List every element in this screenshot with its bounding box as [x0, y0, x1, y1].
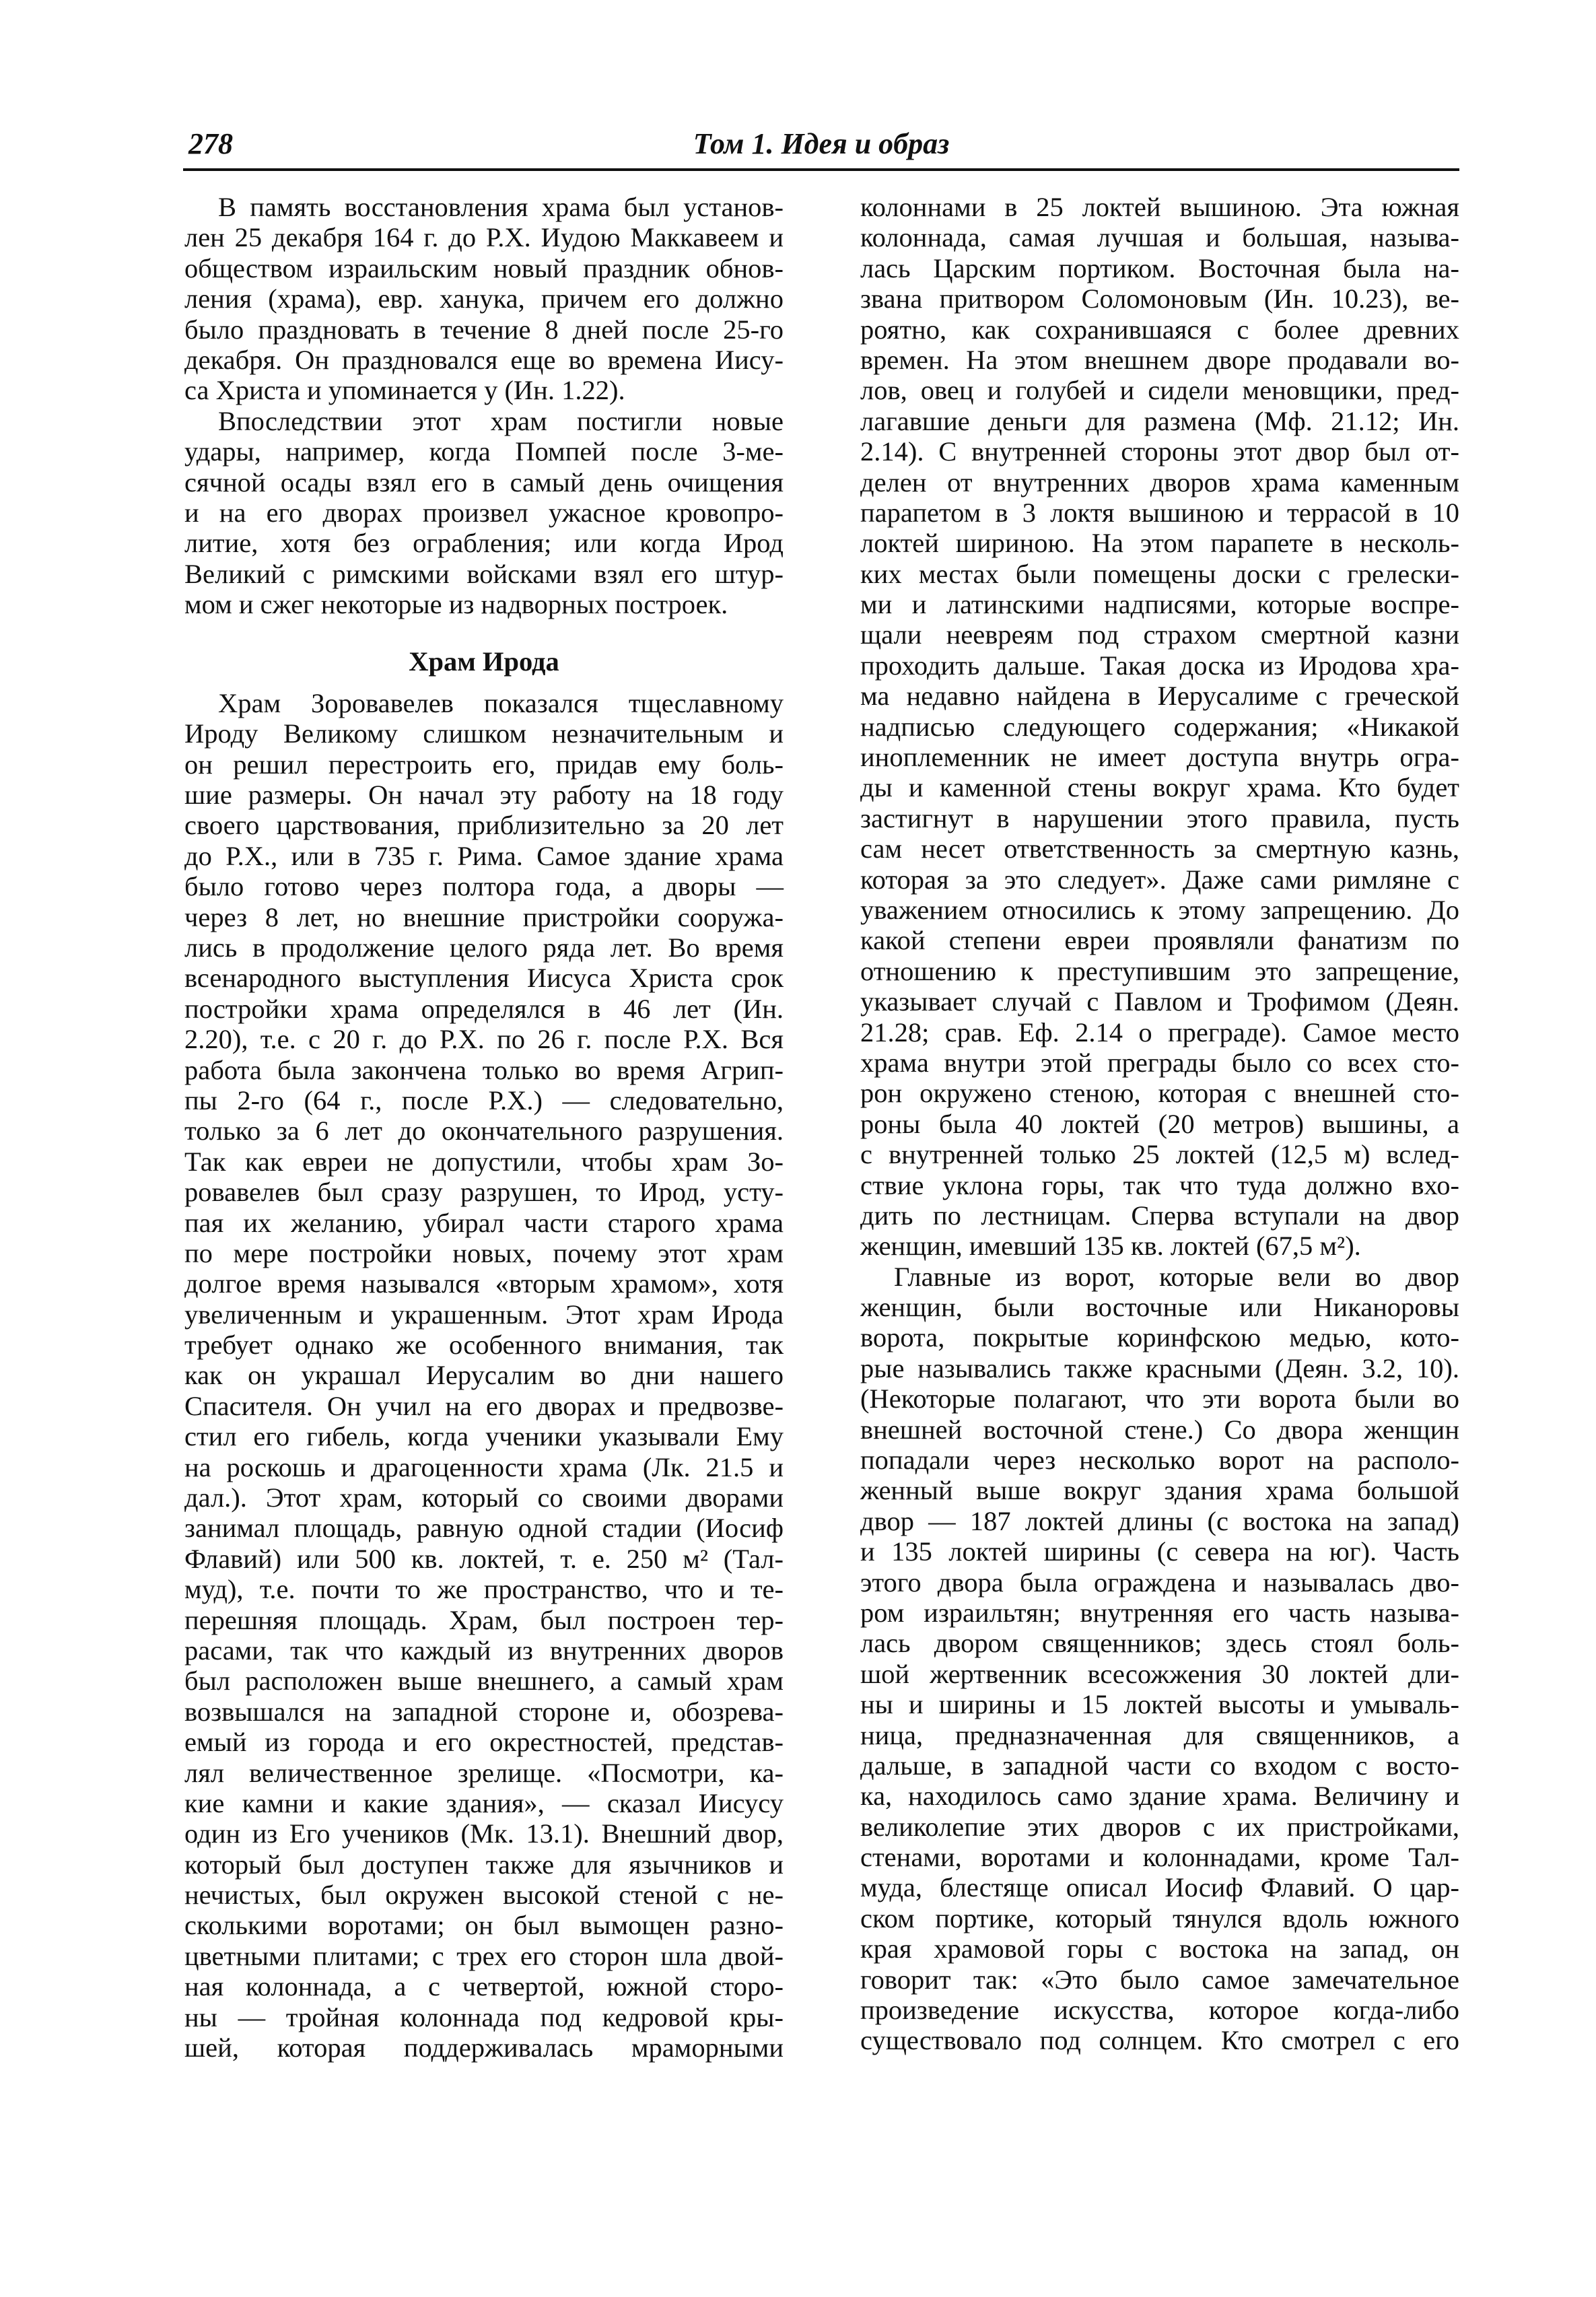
running-title: Том 1. Идея и образ [693, 127, 950, 160]
text-line: роны была 40 локтей (20 метров) вышины, а [860, 1108, 1459, 1139]
text-line: 2.20), т.е. с 20 г. до Р.Х. по 26 г. после Р.Х. Вся [184, 1024, 784, 1055]
text-line: лась двором священников; здесь стоял боль- [860, 1628, 1459, 1659]
text-line: расами, так что каждый из внутренних дворов [184, 1635, 784, 1666]
text-line: Флавий) или 500 кв. локтей, т. е. 250 м² (Тал- [184, 1543, 784, 1574]
text-line: парапетом в 3 локтя вышиною и террасой в 10 [860, 497, 1459, 528]
text-line: который был доступен также для язычников и [184, 1849, 784, 1880]
text-line: колоннада, самая лучшая и большая, называ- [860, 222, 1459, 253]
text-line: женщин, имевший 135 кв. локтей (67,5 м²). [860, 1231, 1361, 1262]
text-line: ском портике, который тянулся вдоль южного [860, 1902, 1459, 1933]
text-line: стенами, воротами и колоннадами, кроме Тал- [860, 1842, 1459, 1873]
text-line: ная колоннада, а с четвертой, южной сторо- [184, 1971, 784, 2002]
text-line: локтей шириною. На этом парапете в несколь- [860, 528, 1459, 559]
text-line: перешняя площадь. Храм, был построен тер- [184, 1604, 784, 1635]
text-line: стил его гибель, когда ученики указывали Ему [184, 1421, 784, 1452]
text-line: внешней восточной стене.) Со двора женщин [860, 1414, 1459, 1445]
text-line: муда, блестяще описал Иосиф Флавий. О цар- [860, 1872, 1459, 1903]
text-line: мом и сжег некоторые из надворных построек. [184, 589, 728, 620]
text-line: Главные из ворот, которые вели во двор [894, 1261, 1459, 1292]
text-line: дить по лестницам. Сперва вступали на двор [860, 1200, 1459, 1231]
text-line: щали неевреям под страхом смертной казни [860, 619, 1459, 650]
text-line: увеличенным и украшенным. Этот храм Ирода [184, 1299, 784, 1330]
text-line: которая за это следует». Даже сами римляне с [860, 864, 1459, 895]
text-line: обществом израильским новый праздник обнов- [184, 252, 784, 283]
text-line: он решил перестроить его, придав ему боль- [184, 749, 784, 780]
text-line: рые назывались также красными (Деян. 3.2, 10). [860, 1352, 1459, 1383]
text-line: через 8 лет, но внешние пристройки сооружа- [184, 901, 784, 932]
text-line: существовало под солнцем. Кто смотрел с его [860, 2025, 1459, 2056]
text-line: женный выше вокруг здания храма большой [860, 1475, 1459, 1506]
text-line: и на его дворах произвел ужасное кровопро- [184, 497, 784, 528]
text-line: иноплеменник не имеет доступа внутрь огра- [860, 742, 1459, 773]
text-line: как он украшал Иерусалим во дни нашего [184, 1360, 784, 1391]
text-line: (Некоторые полагают, что эти ворота были во [860, 1383, 1459, 1414]
text-line: ны — тройная колоннада под кедровой кры- [184, 2001, 784, 2032]
text-line: лись в продолжение целого ряда лет. Во время [184, 932, 784, 963]
text-line: сколькими воротами; он был вымощен разно- [184, 1910, 784, 1941]
text-line: ды и каменной стены вокруг храма. Кто будет [860, 772, 1459, 803]
text-line: ром израильтян; внутренняя его часть называ- [860, 1597, 1459, 1628]
text-line: всенародного выступления Иисуса Христа срок [184, 963, 784, 994]
text-line: возвышался на западной стороне и, обозрева- [184, 1696, 784, 1727]
text-line: долгое время назывался «вторым храмом», хотя [184, 1268, 784, 1299]
text-line: роятно, как сохранившаяся с более древних [860, 314, 1459, 345]
text-line: работа была закончена только во время Агрип- [184, 1054, 784, 1085]
text-line: 21.28; срав. Еф. 2.14 о преграде). Самое место [860, 1017, 1459, 1048]
paragraph [860, 1262, 1459, 2056]
text-line: этого двора была ограждена и называлась дво- [860, 1567, 1459, 1598]
text-line: произведение искусства, которое когда-либо [860, 1995, 1459, 2026]
text-line: какой степени евреи проявляли фанатизм по [860, 925, 1459, 956]
text-line: Спасителя. Он учил на его дворах и предвозве- [184, 1390, 784, 1421]
text-line: времен. На этом внешнем дворе продавали во- [860, 344, 1459, 375]
text-line: один из Его учеников (Мк. 13.1). Внешний двор, [184, 1818, 784, 1849]
text-line: ница, предназначенная для священников, а [860, 1719, 1459, 1750]
text-line: по мере постройки новых, почему этот храм [184, 1237, 784, 1268]
page-number: 278 [188, 127, 233, 160]
text-line: ления (храма), евр. ханука, причем его должно [184, 283, 784, 314]
text-line: са Христа и упоминается у (Ин. 1.22). [184, 375, 625, 406]
text-line: храма внутри этой преграды было со всех сто- [860, 1047, 1459, 1078]
text-line: указывает случай с Павлом и Трофимом (Деян. [860, 986, 1459, 1017]
text-line: В память восстановления храма был установ- [218, 192, 784, 222]
text-line: делен от внутренних дворов храма каменным [860, 467, 1459, 498]
text-line: попадали через несколько ворот на располо- [860, 1445, 1459, 1476]
text-line: ми и латинскими надписями, которые воспре- [860, 589, 1459, 620]
text-line: Храм Зоровавелев показался тщеславному [218, 687, 784, 718]
text-line: застигнут в нарушении этого правила, пусть [860, 802, 1459, 833]
text-line: Так как евреи не допустили, чтобы храм Зо- [184, 1146, 784, 1177]
text-line: женщин, были восточные или Никаноровы [860, 1292, 1459, 1323]
text-line: и 135 локтей ширины (с севера на юг). Часть [860, 1536, 1459, 1567]
text-line: нечистых, был окружен высокой стеной с не- [184, 1880, 784, 1911]
page-header [183, 127, 1459, 168]
text-line: ма недавно найдена в Иерусалиме с греческой [860, 681, 1459, 712]
text-line: лял величественное зрелище. «Посмотри, ка- [184, 1757, 784, 1788]
text-line: пая их желанию, убирал части старого храма [184, 1207, 784, 1238]
text-line: шей, которая поддерживалась мраморными [184, 2032, 784, 2063]
text-line: звана притвором Соломоновым (Ин. 10.23), ве- [860, 283, 1459, 314]
paragraph [860, 192, 1459, 1262]
text-line: рон окружено стеною, которая с внешней сто- [860, 1078, 1459, 1109]
text-line: надписью следующего содержания; «Никакой [860, 711, 1459, 742]
text-line: проходить дальше. Такая доска из Иродова хра- [860, 650, 1459, 681]
text-line: пы 2-го (64 г., после Р.Х.) — следовательно, [184, 1085, 784, 1116]
text-line: лась Царским портиком. Восточная была на- [860, 252, 1459, 283]
text-line: двор — 187 локтей длины (с востока на запад) [860, 1505, 1459, 1536]
text-line: литие, хотя без ограбления; или когда Ирод [184, 528, 784, 559]
text-line: колоннами в 25 локтей вышиною. Эта южная [860, 192, 1459, 222]
paragraph [184, 192, 784, 406]
text-line: было готово через полтора года, а дворы — [184, 871, 784, 902]
text-line: кие камни и какие здания», — сказал Иисусу [184, 1787, 784, 1818]
text-line: говорит так: «Это было самое замечательное [860, 1964, 1459, 1995]
right-column [860, 192, 1459, 2056]
text-line: на роскошь и драгоценности храма (Лк. 21.5 и [184, 1451, 784, 1482]
text-line: Впоследствии этот храм постигли новые [218, 405, 784, 436]
text-line: цветными плитами; с трех его сторон шла двой- [184, 1940, 784, 1971]
text-line: Ироду Великому слишком незначительным и [184, 718, 784, 749]
text-line: емый из города и его окрестностей, представ- [184, 1727, 784, 1758]
text-line: был расположен выше внешнего, а самый храм [184, 1666, 784, 1696]
text-line: ны и ширины и 15 локтей высоты и умываль- [860, 1689, 1459, 1720]
text-line: требует однако же особенного внимания, так [184, 1330, 784, 1361]
text-line: до Р.Х., или в 735 г. Рима. Самое здание храма [184, 840, 784, 871]
text-line: с внутренней только 25 локтей (12,5 м) вслед- [860, 1139, 1459, 1170]
text-line: своего царствования, приблизительно за 20 лет [184, 810, 784, 841]
text-line: Великий с римскими войсками взял его штур- [184, 558, 784, 589]
text-line: ворота, покрытые коринфскою медью, кото- [860, 1322, 1459, 1353]
text-line: ровавелев был сразу разрушен, то Ирод, усту- [184, 1177, 784, 1208]
text-line: дал.). Этот храм, который со своими дворами [184, 1482, 784, 1513]
text-line: шой жертвенник всесожжения 30 локтей дли- [860, 1658, 1459, 1689]
text-line: лов, овец и голубей и сидели меновщики, пред- [860, 375, 1459, 406]
text-line: удары, например, когда Помпей после 3-ме- [184, 436, 784, 467]
text-line: великолепие этих дворов с их пристройками, [860, 1811, 1459, 1842]
paragraph [184, 688, 784, 2063]
text-line: сячной осады взял его в самый день очищения [184, 467, 784, 498]
text-line: сам несет ответственность за смертную казнь, [860, 833, 1459, 864]
left-column [184, 192, 784, 2063]
text-line: лен 25 декабря 164 г. до Р.Х. Иудою Маккавеем и [184, 222, 784, 253]
text-line: лагавшие деньги для размена (Мф. 21.12; Ин. [860, 405, 1459, 436]
text-line: было праздновать в течение 8 дней после 25-го [184, 314, 784, 345]
text-line: дальше, в западной части со входом с восто- [860, 1750, 1459, 1781]
paragraph [184, 406, 784, 620]
text-line: постройки храма определялся в 46 лет (Ин. [184, 993, 784, 1024]
text-line: отношению к преступившим это запрещение, [860, 955, 1459, 986]
header-rule [183, 168, 1459, 171]
text-line: 2.14). С внутренней стороны этот двор был от- [860, 436, 1459, 467]
text-line: уважением относились к этому запрещению. До [860, 894, 1459, 925]
text-line: ких местах были помещены доски с грелески- [860, 558, 1459, 589]
text-line: муд), т.е. почти то же пространство, что и те- [184, 1574, 784, 1605]
text-line: ка, находилось само здание храма. Величину и [860, 1781, 1459, 1812]
text-line: декабря. Он праздновался еще во времена Иису- [184, 344, 784, 375]
section-heading: Храм Ирода [409, 646, 559, 677]
text-line: занимал площадь, равную одной стадии (Иосиф [184, 1513, 784, 1544]
text-line: ствие уклона горы, так что туда должно вхо- [860, 1169, 1459, 1200]
text-line: только за 6 лет до окончательного разрушения. [184, 1116, 784, 1146]
text-line: края храмовой горы с востока на запад, он [860, 1933, 1459, 1964]
text-line: шие размеры. Он начал эту работу на 18 году [184, 780, 784, 811]
